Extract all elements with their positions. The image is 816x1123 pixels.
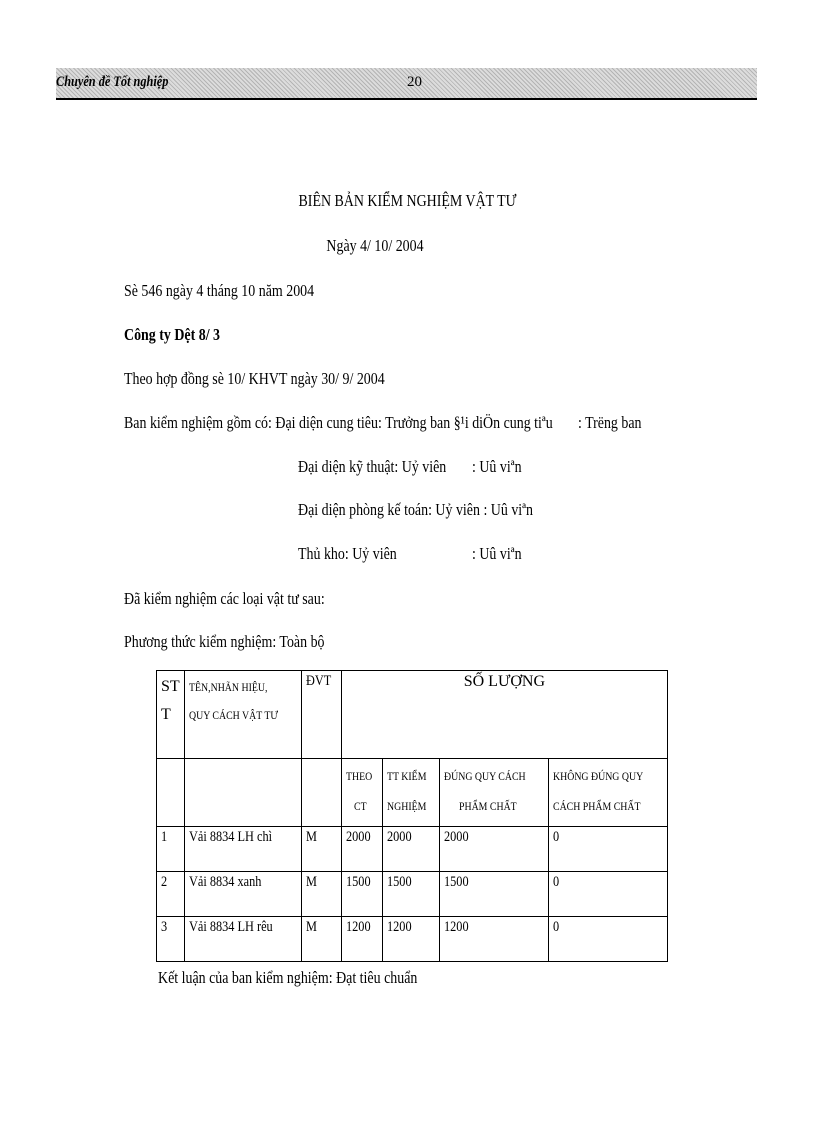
header-unit: ĐVT (302, 671, 342, 759)
document-date: Ngày 4/ 10/ 2004 (326, 236, 424, 255)
committee-member-storekeeper-role: : Uû viªn (472, 544, 522, 563)
committee-member-storekeeper: Thủ kho: Uỷ viên (298, 544, 397, 563)
subheader-khong-dung: KHÔNG ĐÚNG QUY CÁCH PHẨM CHẤT (548, 759, 667, 827)
table-row: 3 Vải 8834 LH rêu M 1200 1200 1200 0 (157, 917, 668, 962)
committee-member-accounting: Đại diện phòng kế toán: Uỷ viên : Uû viªn (298, 500, 533, 519)
committee-member-technical: Đại diện kỹ thuật: Uỷ viên (298, 457, 447, 476)
page-header-band (56, 68, 757, 100)
inspected-line: Đã kiểm nghiệm các loại vật tư sau: (124, 589, 325, 608)
table-subheader-row (157, 759, 668, 827)
header-name: TÊN,NHÃN HIỆU, QUY CÁCH VẬT TƯ (184, 671, 302, 759)
method-line: Phương thức kiểm nghiệm: Toàn bộ (124, 632, 325, 651)
document-title: BIÊN BẢN KIỂM NGHIỆM VẬT TƯ (298, 191, 517, 210)
committee-intro-role: : Trëng ban (578, 413, 642, 432)
contract-line: Theo hợp đồng sè 10/ KHVT ngày 30/ 9/ 2004 (124, 369, 385, 388)
header-title: Chuyên đề Tốt nghiệp (56, 74, 169, 90)
subheader-theo-ct: THEO CT (342, 759, 383, 827)
inspection-table (156, 670, 668, 962)
header-stt: ST T (157, 671, 185, 759)
table-row: 2 Vải 8834 xanh M 1500 1500 1500 0 (157, 872, 668, 917)
conclusion-line: Kết luận của ban kiểm nghiệm: Đạt tiêu chuẩn (158, 968, 418, 987)
company-name: Công ty Dệt 8/ 3 (124, 325, 221, 344)
document-number-line: Sè 546 ngày 4 tháng 10 năm 2004 (124, 281, 315, 300)
committee-intro: Ban kiểm nghiệm gồm có: Đại diện cung tiêu: Trưởng ban §¹i diÖn cung tiªu (124, 413, 553, 432)
subheader-dung-quy-cach: ĐÚNG QUY CÁCH PHẨM CHẤT (440, 759, 549, 827)
table-row: 1 Vải 8834 LH chì M 2000 2000 2000 0 (157, 827, 668, 872)
subheader-tt-kiem-nghiem: TT KIỂM NGHIỆM (383, 759, 440, 827)
table-header-row (157, 671, 668, 759)
committee-member-technical-role: : Uû viªn (472, 457, 522, 476)
page-number: 20 (407, 74, 422, 90)
header-quantity: SỐ LƯỢNG (342, 671, 668, 759)
